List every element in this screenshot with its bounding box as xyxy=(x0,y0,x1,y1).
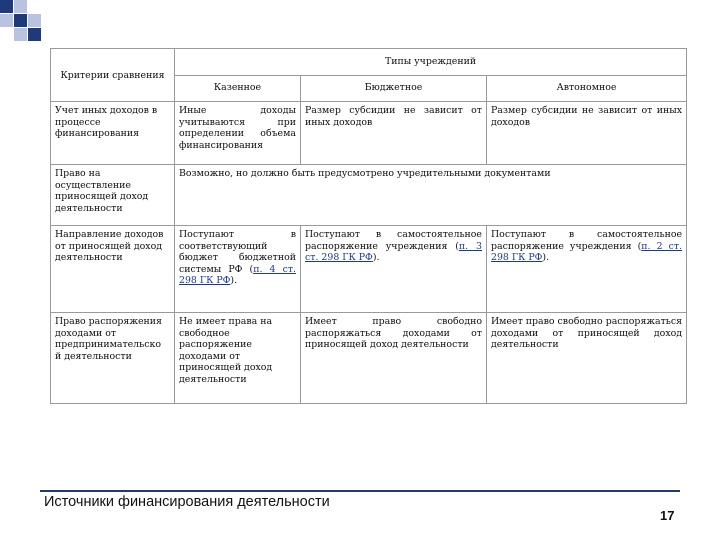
header-row-types xyxy=(51,49,687,76)
kazennoe-cell: Не имеет права на свободное распоряжение доходами от приносящей доход деятельности xyxy=(175,313,301,404)
law-link[interactable]: п. 2 ст. 298 ГК РФ xyxy=(491,240,683,264)
avtonomnoe-cell: Имеет право свободно распоряжаться доходами от приносящей доход деятельности xyxy=(487,313,687,404)
table-row xyxy=(51,313,687,404)
merged-cell: Возможно, но должно быть предусмотрено учредительными документами xyxy=(175,165,687,226)
types-header: Типы учреждений xyxy=(175,49,687,76)
comparison-table xyxy=(50,48,687,404)
criterion-cell: Направление доходов от приносящей доход деятельности xyxy=(51,226,175,313)
col-header-kazennoe: Казенное xyxy=(175,75,301,102)
byudzhetnoe-cell: Размер субсидии не зависит от иных доходов xyxy=(301,102,487,165)
col-header-avtonomnoe: Автономное xyxy=(487,75,687,102)
criterion-cell: Учет иных доходов в процессе финансирования xyxy=(51,102,175,165)
criterion-cell: Право на осуществление приносящей доход деятельности xyxy=(51,165,175,226)
criteria-header: Критерии сравнения xyxy=(51,49,175,102)
law-link[interactable]: п. 4 ст. 298 ГК РФ xyxy=(179,263,297,287)
footer-title: Источники финансирования деятельности xyxy=(44,494,330,510)
col-header-byudzhetnoe: Бюджетное xyxy=(301,75,487,102)
avtonomnoe-cell: Размер субсидии не зависит от иных доходов xyxy=(487,102,687,165)
table-row xyxy=(51,165,687,226)
byudzhetnoe-cell: Поступают в самостоятельное распоряжение учреждения (п. 3 ст. 298 ГК РФ). xyxy=(301,226,487,313)
kazennoe-cell: Поступают в соответствующий бюджет бюджетной системы РФ (п. 4 ст. 298 ГК РФ). xyxy=(175,226,301,313)
footer-divider xyxy=(40,490,680,492)
avtonomnoe-cell: Поступают в самостоятельное распоряжение учреждения (п. 2 ст. 298 ГК РФ). xyxy=(487,226,687,313)
law-link[interactable]: п. 3 ст. 298 ГК РФ xyxy=(305,240,482,264)
table-row xyxy=(51,102,687,165)
page-number: 17 xyxy=(660,508,675,523)
decorative-squares xyxy=(0,0,60,46)
table-row xyxy=(51,226,687,313)
byudzhetnoe-cell: Имеет право свободно распоряжаться доходами от приносящей доход деятельности xyxy=(301,313,487,404)
criterion-cell: Право распоряжения доходами от предпринимательско й деятельности xyxy=(51,313,175,404)
kazennoe-cell: Иные доходы учитываются при определении объема финансирования xyxy=(175,102,301,165)
avtonomnoe-text: Поступают в самостоятельное распоряжение учреждения xyxy=(491,229,683,252)
kazennoe-text: Поступают в соответствующий бюджет бюджетной системы РФ xyxy=(179,229,296,275)
byudzhetnoe-text: Поступают в самостоятельное распоряжение учреждения xyxy=(305,229,482,252)
